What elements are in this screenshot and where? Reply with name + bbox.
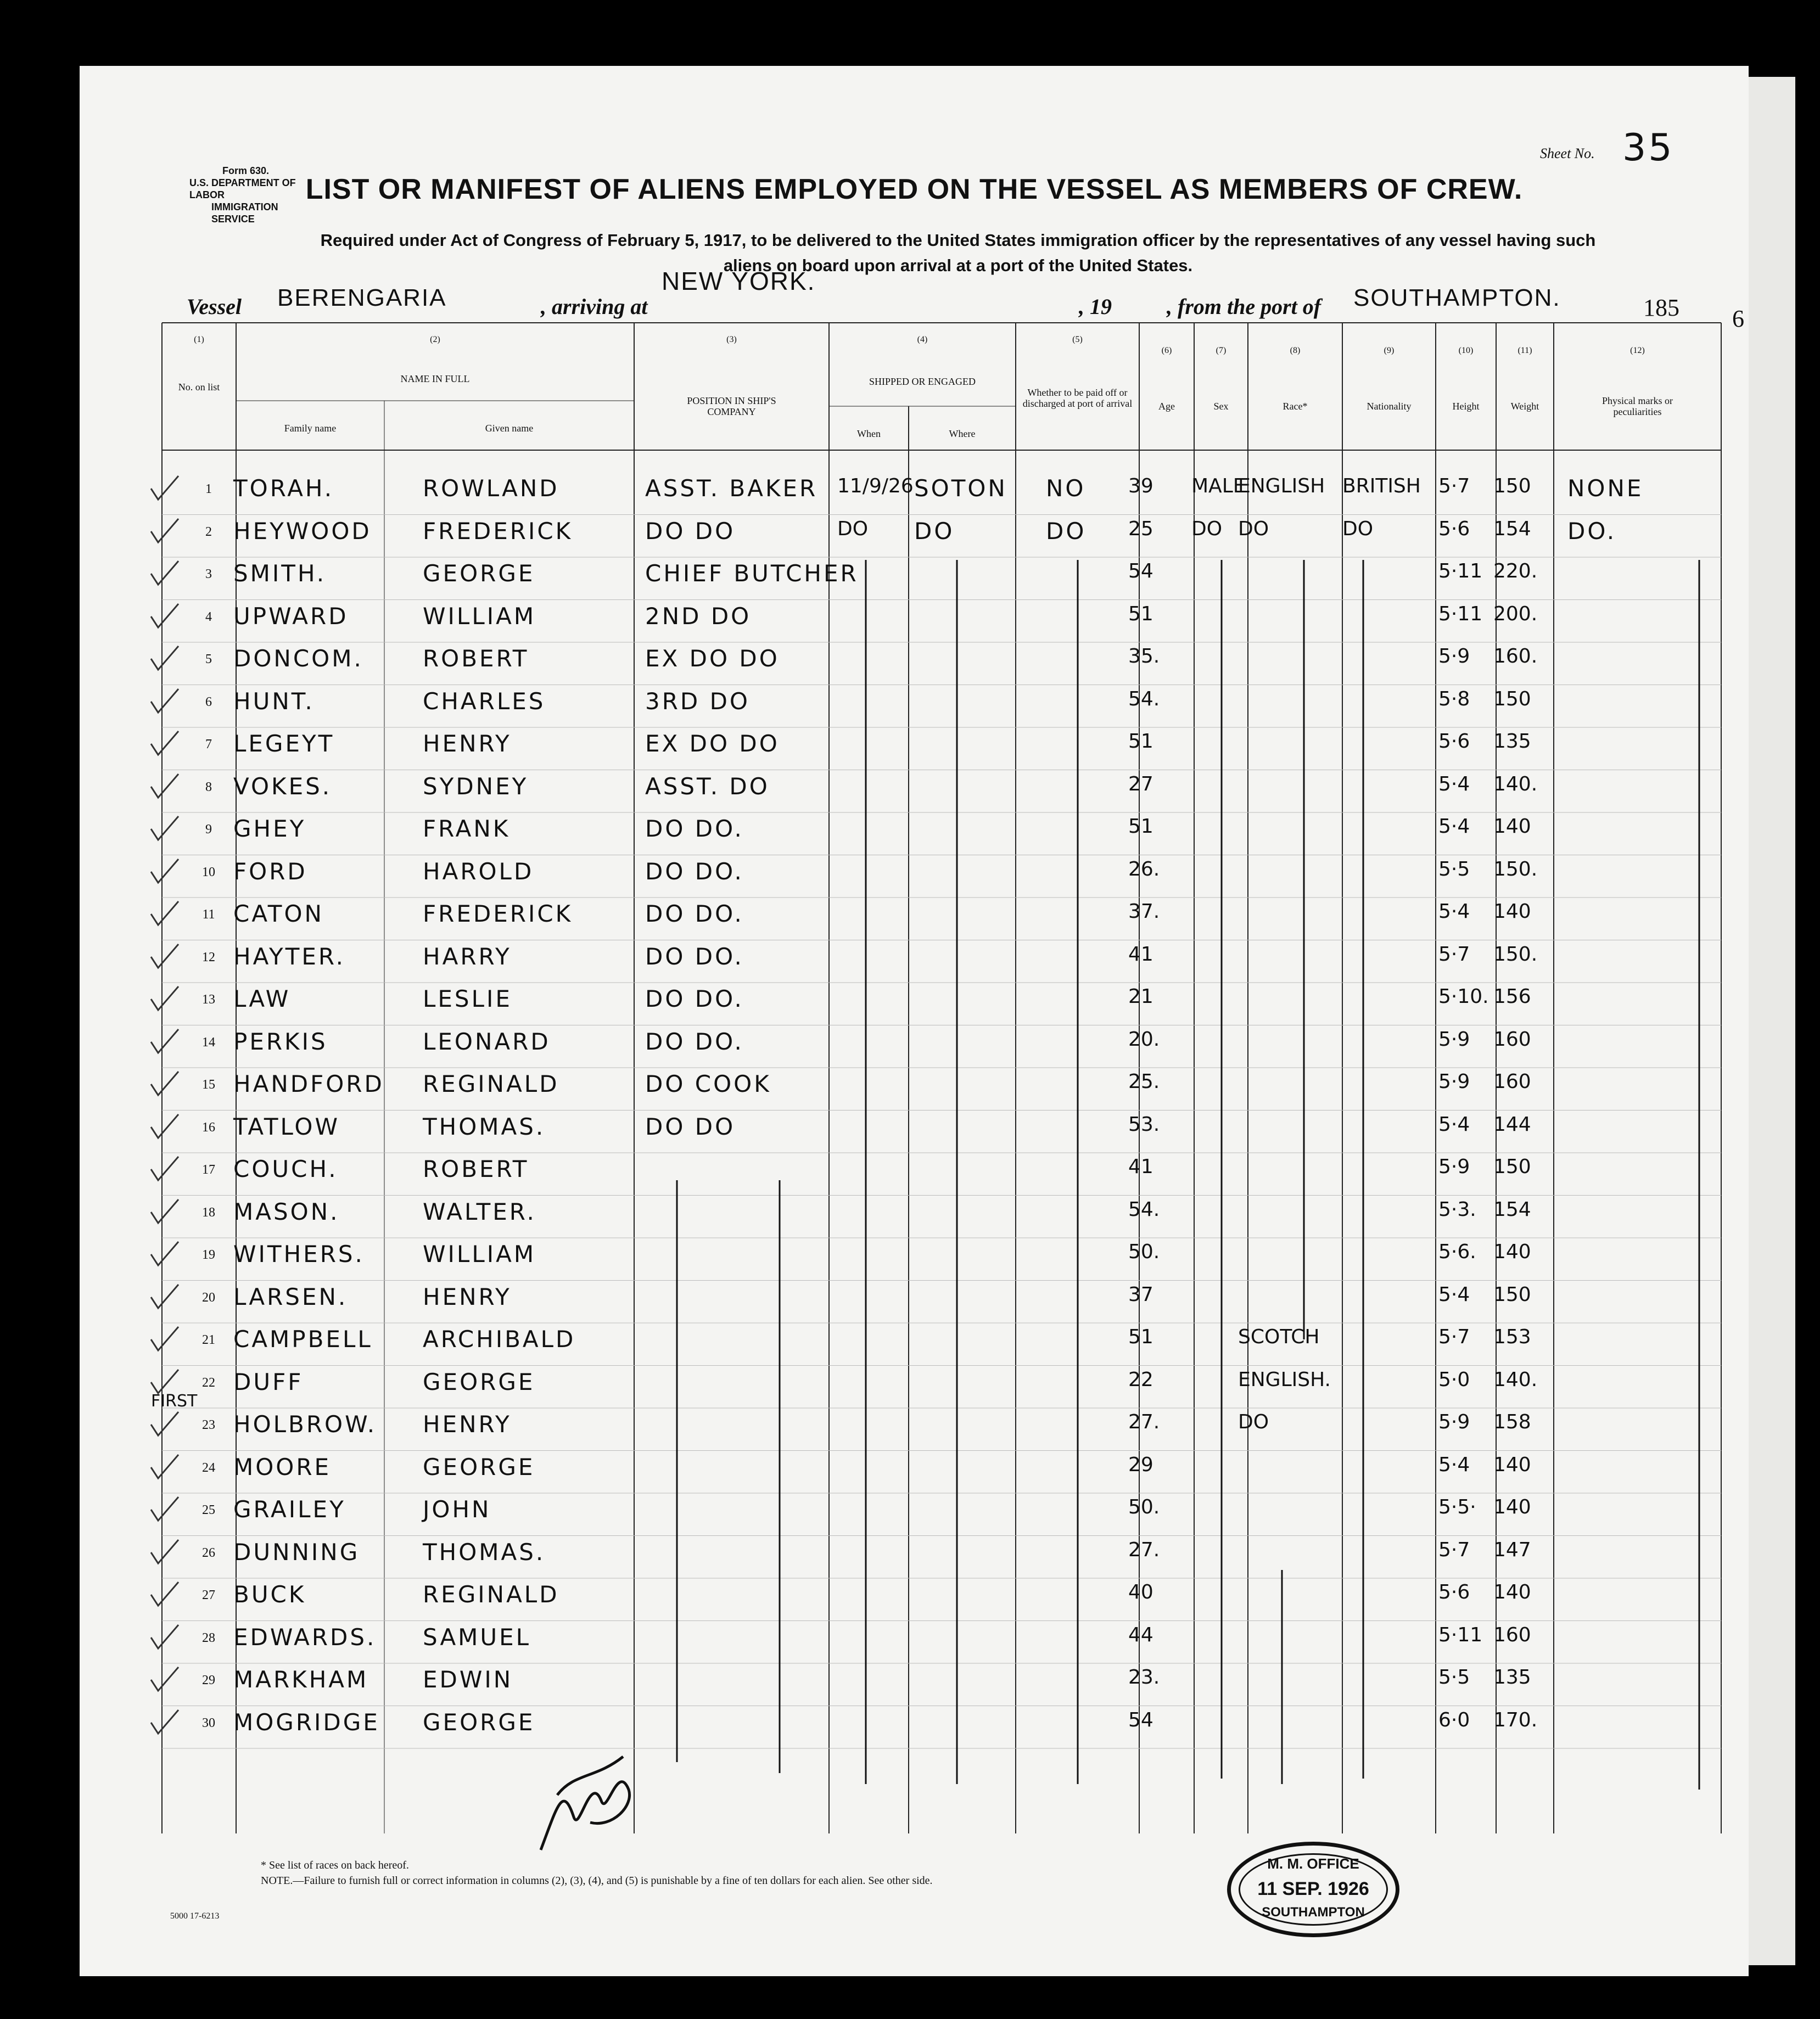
position: EX DO DO <box>645 730 780 757</box>
family-name: HAYTER. <box>233 943 345 970</box>
position: DO DO. <box>645 1028 744 1055</box>
col-4-label: SHIPPED OR ENGAGED <box>869 376 976 387</box>
age: 37. <box>1128 900 1160 923</box>
row-number: 8 <box>205 779 212 794</box>
weight: 170. <box>1493 1708 1538 1731</box>
age: 50. <box>1128 1241 1160 1263</box>
race: DO <box>1238 517 1269 540</box>
race: ENGLISH <box>1238 475 1325 497</box>
row-number: 28 <box>202 1630 215 1645</box>
weight: 150. <box>1493 857 1538 880</box>
height: 5·9 <box>1438 1070 1470 1093</box>
family-name: GHEY <box>233 815 306 842</box>
stamp-date: 11 SEP. 1926 <box>1257 1878 1369 1899</box>
weight: 140 <box>1493 1496 1531 1518</box>
given-name: CHARLES <box>423 687 546 715</box>
height: 5·4 <box>1438 900 1470 923</box>
col-3-number: (3) <box>726 335 737 344</box>
shipped-where: DO <box>914 517 955 545</box>
position: DO DO <box>645 517 736 545</box>
given-name: HENRY <box>423 1411 512 1438</box>
weight: 150 <box>1493 1156 1531 1178</box>
row-number: 19 <box>202 1248 215 1262</box>
nationality: DO <box>1342 517 1374 540</box>
given-name: THOMAS. <box>423 1113 546 1140</box>
from-port-label: , from the port of <box>1167 294 1321 319</box>
weight: 140. <box>1493 772 1538 795</box>
race: SCOTCH <box>1238 1326 1320 1348</box>
age: 25. <box>1128 1070 1160 1093</box>
weight: 140 <box>1493 900 1531 923</box>
age: 51 <box>1128 730 1153 753</box>
age: 23. <box>1128 1666 1160 1689</box>
position: 3RD DO <box>645 687 750 715</box>
col-2-given: Given name <box>485 423 534 434</box>
vessel-name: BERENGARIA <box>277 284 447 311</box>
family-name: PERKIS <box>233 1028 328 1055</box>
row-number: 6 <box>205 694 212 709</box>
given-name: FREDERICK <box>423 900 573 927</box>
weight: 140. <box>1493 1368 1538 1391</box>
age: 40 <box>1128 1581 1153 1603</box>
height: 5·6 <box>1438 517 1470 540</box>
age: 54. <box>1128 1198 1160 1221</box>
age: 51 <box>1128 1326 1153 1348</box>
given-name: ROBERT <box>423 1156 529 1182</box>
height: 5·7 <box>1438 1538 1470 1561</box>
weight: 156 <box>1493 985 1531 1008</box>
height: 5·4 <box>1438 1113 1470 1136</box>
height: 5·11 <box>1438 602 1483 625</box>
row-number: 26 <box>202 1545 215 1560</box>
ditto-strokes <box>80 66 1749 1976</box>
row-number: 15 <box>202 1078 215 1092</box>
row-number: 16 <box>202 1120 215 1135</box>
age: 35. <box>1128 645 1160 668</box>
age: 51 <box>1128 602 1153 625</box>
age: 41 <box>1128 1156 1153 1178</box>
print-code: 5000 17-6213 <box>170 1911 220 1921</box>
family-name: DUFF <box>233 1368 304 1395</box>
col-2-number: (2) <box>430 335 440 344</box>
shipped-when: DO <box>837 517 869 540</box>
row-number: 11 <box>202 907 215 922</box>
age: 22 <box>1128 1368 1153 1391</box>
family-name: TATLOW <box>233 1113 340 1140</box>
reference-number: 185 <box>1643 294 1679 321</box>
height: 5·6 <box>1438 1581 1470 1603</box>
col-5-label: Whether to be paid off or discharged at port of arrival <box>1022 387 1133 409</box>
row-number: 5 <box>205 652 212 666</box>
col-12-label: Physical marks or peculiarities <box>1602 395 1673 417</box>
margin-number: 6 <box>1732 305 1744 332</box>
height: 5·11 <box>1438 560 1483 582</box>
age: 54 <box>1128 560 1153 582</box>
given-name: EDWIN <box>423 1666 513 1693</box>
height: 5·5· <box>1438 1496 1476 1518</box>
age: 50. <box>1128 1496 1160 1518</box>
given-name: FREDERICK <box>423 517 573 545</box>
row-number: 18 <box>202 1205 215 1220</box>
age: 27. <box>1128 1411 1160 1433</box>
weight: 135 <box>1493 1666 1531 1689</box>
row-number: 13 <box>202 992 215 1007</box>
weight: 140 <box>1493 1453 1531 1476</box>
col-8-label: Race* <box>1283 401 1308 412</box>
position: DO DO. <box>645 985 744 1012</box>
position: DO DO. <box>645 900 744 927</box>
weight: 150 <box>1493 1283 1531 1306</box>
family-name: BUCK <box>233 1581 306 1608</box>
given-name: GEORGE <box>423 560 535 587</box>
weight: 158 <box>1493 1411 1531 1433</box>
family-name: CAMPBELL <box>233 1326 373 1353</box>
family-name: MARKHAM <box>233 1666 369 1693</box>
weight: 147 <box>1493 1538 1531 1561</box>
col-10-label: Height <box>1452 401 1480 412</box>
requirement-line-2: aliens on board upon arrival at a port of the United States. <box>723 256 1193 275</box>
age: 21 <box>1128 985 1153 1008</box>
height: 5·6. <box>1438 1241 1476 1263</box>
weight: 200. <box>1493 602 1538 625</box>
height: 6·0 <box>1438 1708 1470 1731</box>
given-name: REGINALD <box>423 1581 559 1608</box>
height: 5·4 <box>1438 772 1470 795</box>
family-name: MOGRIDGE <box>233 1708 380 1736</box>
weight: 153 <box>1493 1326 1531 1348</box>
nationality: BRITISH <box>1342 475 1421 497</box>
col-2-family: Family name <box>284 423 337 434</box>
office-stamp-icon <box>1227 1842 1399 1937</box>
row-number: 7 <box>205 737 212 751</box>
height: 5·4 <box>1438 1453 1470 1476</box>
vessel-label: Vessel <box>187 294 242 319</box>
col-7-number: (7) <box>1216 346 1227 355</box>
family-name: LEGEYT <box>233 730 335 757</box>
given-name: WALTER. <box>423 1198 536 1225</box>
height: 5·11 <box>1438 1623 1483 1646</box>
age: 54. <box>1128 687 1160 710</box>
physical-marks: DO. <box>1567 517 1617 545</box>
arriving-port: NEW YORK. <box>662 267 816 295</box>
weight: 144 <box>1493 1113 1531 1136</box>
race: DO <box>1238 1411 1269 1433</box>
col-4-when: When <box>857 428 881 439</box>
row-number: 24 <box>202 1460 215 1475</box>
family-name: GRAILEY <box>233 1496 346 1523</box>
col-11-number: (11) <box>1517 346 1532 355</box>
given-name: SYDNEY <box>423 772 529 800</box>
age: 37 <box>1128 1283 1153 1306</box>
given-name: SAMUEL <box>423 1623 531 1651</box>
row-number: 17 <box>202 1163 215 1177</box>
weight: 150. <box>1493 943 1538 966</box>
height: 5·0 <box>1438 1368 1470 1391</box>
height: 5·8 <box>1438 687 1470 710</box>
family-name: VOKES. <box>233 772 332 800</box>
position: EX DO DO <box>645 645 780 672</box>
given-name: HARRY <box>423 943 512 970</box>
row-number: 29 <box>202 1673 215 1687</box>
given-name: WILLIAM <box>423 1241 536 1268</box>
family-name: DUNNING <box>233 1538 360 1566</box>
weight: 160. <box>1493 645 1538 668</box>
row-number: 21 <box>202 1333 215 1347</box>
col-1-label: No. on list <box>178 382 220 392</box>
position: ASST. BAKER <box>645 475 818 502</box>
age: 20. <box>1128 1028 1160 1051</box>
family-name: HEYWOOD <box>233 517 372 545</box>
row-number: 22 <box>202 1375 215 1390</box>
col-9-number: (9) <box>1384 346 1395 355</box>
row-number: 20 <box>202 1290 215 1305</box>
col-12-number: (12) <box>1630 346 1645 355</box>
position: DO COOK <box>645 1070 771 1097</box>
family-name: FORD <box>233 857 307 885</box>
col-5-number: (5) <box>1072 335 1083 344</box>
position: 2ND DO <box>645 602 752 630</box>
weight: 154 <box>1493 517 1531 540</box>
height: 5·3. <box>1438 1198 1476 1221</box>
given-name: GEORGE <box>423 1368 535 1395</box>
sheet-label: Sheet No. <box>1540 145 1595 161</box>
age: 29 <box>1128 1453 1153 1476</box>
signature-icon <box>524 1740 651 1861</box>
given-name: HENRY <box>423 730 512 757</box>
height: 5·9 <box>1438 1028 1470 1051</box>
height: 5·9 <box>1438 1411 1470 1433</box>
col-11-label: Weight <box>1510 401 1539 412</box>
given-name: WILLIAM <box>423 602 536 630</box>
position: DO DO. <box>645 815 744 842</box>
family-name: TORAH. <box>233 475 334 502</box>
family-name: HOLBROW. <box>233 1411 377 1438</box>
given-name: GEORGE <box>423 1708 535 1736</box>
row-number: 30 <box>202 1715 215 1730</box>
col-4-number: (4) <box>917 335 928 344</box>
age: 39 <box>1128 475 1153 497</box>
family-name: MASON. <box>233 1198 340 1225</box>
given-name: ARCHIBALD <box>423 1326 576 1353</box>
row-number: 3 <box>205 567 212 581</box>
family-name: LARSEN. <box>233 1283 348 1310</box>
position: DO DO. <box>645 943 744 970</box>
given-name: ROWLAND <box>423 475 559 502</box>
age: 25 <box>1128 517 1153 540</box>
shipped-when: 11/9/26 <box>837 475 914 497</box>
height: 5·7 <box>1438 1326 1470 1348</box>
height: 5·4 <box>1438 1283 1470 1306</box>
col-7-label: Sex <box>1213 401 1229 412</box>
family-name: CATON <box>233 900 324 927</box>
row-number: 4 <box>205 609 212 624</box>
given-name: LEONARD <box>423 1028 551 1055</box>
family-name: SMITH. <box>233 560 327 587</box>
col-1-number: (1) <box>194 335 204 344</box>
row-number: 1 <box>205 482 212 496</box>
height: 5·9 <box>1438 645 1470 668</box>
family-name: MOORE <box>233 1453 332 1480</box>
given-name: REGINALD <box>423 1070 559 1097</box>
given-name: ROBERT <box>423 645 529 672</box>
family-name: DONCOM. <box>233 645 363 672</box>
arriving-label: , arriving at <box>541 294 648 319</box>
sex: MALE <box>1191 475 1246 497</box>
row-number: 10 <box>202 865 215 879</box>
row-number: 27 <box>202 1588 215 1602</box>
row-number: 9 <box>205 822 212 837</box>
requirement-line-1: Required under Act of Congress of February 5, 1917, to be delivered to the United States immigration officer by the representatives of any vessel having such <box>320 231 1596 250</box>
col-3-label: POSITION IN SHIP'S COMPANY <box>687 395 776 417</box>
race: ENGLISH. <box>1238 1368 1331 1391</box>
physical-marks: NONE <box>1567 475 1644 502</box>
height: 5·7 <box>1438 943 1470 966</box>
page-title: LIST OR MANIFEST OF ALIENS EMPLOYED ON THE VESSEL AS MEMBERS OF CREW. <box>305 173 1523 205</box>
row-number: 25 <box>202 1503 215 1517</box>
given-name: JOHN <box>423 1496 491 1523</box>
height: 5·9 <box>1438 1156 1470 1178</box>
col-9-label: Nationality <box>1367 401 1412 412</box>
col-6-number: (6) <box>1161 346 1172 355</box>
weight: 160 <box>1493 1028 1531 1051</box>
weight: 150 <box>1493 475 1531 497</box>
age: 27 <box>1128 772 1153 795</box>
age: 51 <box>1128 815 1153 838</box>
row-number: 2 <box>205 524 212 539</box>
weight: 140 <box>1493 815 1531 838</box>
col-8-number: (8) <box>1290 346 1301 355</box>
shipped-where: SOTON <box>914 475 1007 502</box>
departure-port: SOUTHAMPTON. <box>1353 284 1561 311</box>
weight: 160 <box>1493 1070 1531 1093</box>
stamp-office: M. M. OFFICE <box>1267 1855 1359 1872</box>
height: 5·4 <box>1438 815 1470 838</box>
paid-off: NO <box>1046 475 1086 502</box>
given-name: HENRY <box>423 1283 512 1310</box>
age: 44 <box>1128 1623 1153 1646</box>
family-name: WITHERS. <box>233 1241 365 1268</box>
col-10-number: (10) <box>1458 346 1474 355</box>
col-6-label: Age <box>1158 401 1175 412</box>
height: 5·10. <box>1438 985 1489 1008</box>
weight: 140 <box>1493 1241 1531 1263</box>
form-number: Form 630. <box>222 165 270 176</box>
height: 5·5 <box>1438 1666 1470 1689</box>
height: 5·7 <box>1438 475 1470 497</box>
row-number: 14 <box>202 1035 215 1050</box>
position: ASST. DO <box>645 772 770 800</box>
family-name: UPWARD <box>233 602 349 630</box>
age: 27. <box>1128 1538 1160 1561</box>
weight: 154 <box>1493 1198 1531 1221</box>
height: 5·6 <box>1438 730 1470 753</box>
given-name: LESLIE <box>423 985 512 1012</box>
age: 26. <box>1128 857 1160 880</box>
weight: 135 <box>1493 730 1531 753</box>
service: IMMIGRATION SERVICE <box>211 201 278 225</box>
weight: 160 <box>1493 1623 1531 1646</box>
col-4-where: Where <box>949 428 976 439</box>
position: DO DO. <box>645 857 744 885</box>
paid-off: DO <box>1046 517 1087 545</box>
given-name: GEORGE <box>423 1453 535 1480</box>
manifest-sheet <box>80 66 1749 1976</box>
weight: 150 <box>1493 687 1531 710</box>
weight: 220. <box>1493 560 1538 582</box>
sex: DO <box>1191 517 1223 540</box>
department: U.S. DEPARTMENT OF LABOR <box>189 177 296 200</box>
given-name: FRANK <box>423 815 511 842</box>
height: 5·5 <box>1438 857 1470 880</box>
age: 53. <box>1128 1113 1160 1136</box>
given-name: HAROLD <box>423 857 534 885</box>
row-note: FIRST <box>151 1392 198 1411</box>
given-name: THOMAS. <box>423 1538 546 1566</box>
stamp-place: SOUTHAMPTON <box>1262 1905 1365 1920</box>
family-name: COUCH. <box>233 1156 338 1182</box>
row-number: 23 <box>202 1418 215 1432</box>
family-name: LAW <box>233 985 291 1012</box>
position: DO DO <box>645 1113 736 1140</box>
family-name: HUNT. <box>233 687 315 715</box>
row-number: 12 <box>202 950 215 964</box>
family-name: EDWARDS. <box>233 1623 377 1651</box>
weight: 140 <box>1493 1581 1531 1603</box>
position: CHIEF BUTCHER <box>645 560 859 587</box>
sheet-number: 35 <box>1622 126 1675 170</box>
races-note: * See list of races on back hereof. <box>261 1859 409 1871</box>
age: 54 <box>1128 1708 1153 1731</box>
penalty-note: NOTE.—Failure to furnish full or correct information in columns (2), (3), (4), and (5) is punishable by a fine of ten dollars for each alien. See other side. <box>261 1875 933 1887</box>
family-name: HANDFORD <box>233 1070 384 1097</box>
col-2-label: NAME IN FULL <box>400 373 470 384</box>
age: 41 <box>1128 943 1153 966</box>
year-label: , 19 <box>1079 294 1112 319</box>
